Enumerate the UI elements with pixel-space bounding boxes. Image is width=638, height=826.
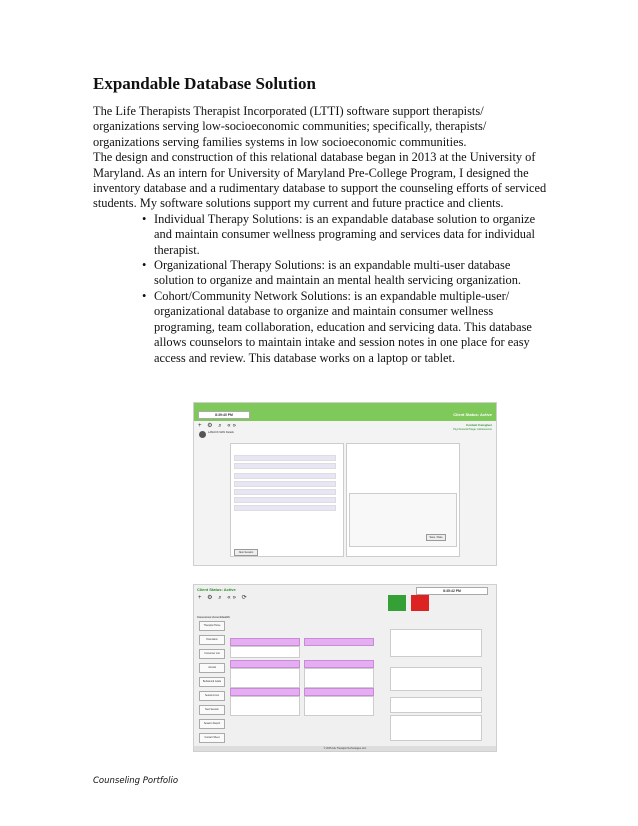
page-title: Expandable Database Solution xyxy=(93,74,316,93)
table-row xyxy=(234,473,336,479)
list-item: • Organizational Therapy Solutions: is an expandable multi-user database solution to organize and maintain an mental health servicing organization. xyxy=(140,258,553,289)
table-row xyxy=(234,463,336,469)
insurance-label: Insurance:AmeriHealth xyxy=(197,615,230,619)
assessment-field xyxy=(390,629,482,657)
form-field xyxy=(230,696,300,716)
form-field xyxy=(230,646,300,658)
form-field xyxy=(304,660,374,668)
form-field xyxy=(230,688,300,696)
table-row xyxy=(234,481,336,487)
side-menu-item: Journal xyxy=(199,663,225,673)
progress-field xyxy=(390,697,482,713)
new-session-button: New Session xyxy=(234,549,258,556)
plan-field xyxy=(390,667,482,691)
paragraph-history: The design and construction of this relational database began in 2013 at the University of Maryland. As an intern for University of Maryland Pre-College Program, I designed the inventory database and a rudimentary database to support the counseling efforts of serviced students. My software solutions support my current and future practice and clients. xyxy=(93,150,547,211)
table-row xyxy=(234,497,336,503)
toolbar-icons: + ⚙ ⌕ «» ⟳ xyxy=(198,595,249,601)
table-row xyxy=(234,489,336,495)
list-item: • Cohort/Community Network Solutions: is an expandable multiple-user/ organizational database to organize and maintain consumer wellness programing, team collaboration, education and servicing data. This database allows counselors to maintain intake and session notes in one place for easy access and review. This database works on a laptop or tablet. xyxy=(140,289,553,366)
side-menu xyxy=(197,621,225,741)
status-green-block xyxy=(388,595,406,611)
side-menu-item: Orientation xyxy=(199,635,225,645)
side-menu-item: Therapist Home xyxy=(199,621,225,631)
form-field xyxy=(230,668,300,688)
contact-caregiver-link: Contact Caregiver xyxy=(466,423,492,427)
form-field xyxy=(304,668,374,688)
member-details: LAMACK MAN Details xyxy=(208,431,234,434)
paragraph-intro: The Life Therapists Therapist Incorporated (LTTI) software support therapists/ organizations serving low-socioeconomic communities; specifically, therapists/ organizations serving families systems in low socioeconomic communities. xyxy=(93,104,487,149)
form-field xyxy=(230,660,300,668)
form-field xyxy=(304,696,374,716)
side-menu-item: New Session xyxy=(199,705,225,715)
toolbar-icons: + ⚙ ⌕ «» xyxy=(198,423,238,429)
save-button: Save / Date xyxy=(426,534,446,541)
side-menu-item: Behavioral Goals xyxy=(199,677,225,687)
side-menu-item: Consumer List xyxy=(199,649,225,659)
side-menu-item: Contact Sheet xyxy=(199,733,225,743)
growth-evolution-field xyxy=(390,715,482,741)
clock-display: 8:35:42 PM xyxy=(416,587,488,595)
session-list-screenshot xyxy=(193,402,497,566)
list-item: • Individual Therapy Solutions: is an expandable database solution to organize and maintain consumer wellness programing and services data for individual therapist. xyxy=(140,212,553,258)
table-row xyxy=(234,505,336,511)
psychosocial-stage: Psychosocial Stage: Adolescence xyxy=(453,428,492,431)
clock-display: 8:39:40 PM xyxy=(198,411,250,419)
client-status: Client Status: Active xyxy=(197,587,236,592)
table-row xyxy=(234,455,336,461)
form-field xyxy=(304,688,374,696)
side-menu-item: Session Report xyxy=(199,719,225,729)
side-menu-item: Sessions List xyxy=(199,691,225,701)
body-text xyxy=(93,104,553,366)
footer-bar: © 2015 Life Therapist Technologies LLC xyxy=(194,746,496,751)
session-form-screenshot xyxy=(193,584,497,752)
form-field xyxy=(304,638,374,646)
client-status: Client Status: Active xyxy=(453,412,492,417)
solution-list xyxy=(93,212,553,366)
form-field xyxy=(230,638,300,646)
page-footer: Counseling Portfolio xyxy=(93,776,179,786)
status-red-block xyxy=(411,595,429,611)
avatar xyxy=(199,431,206,438)
